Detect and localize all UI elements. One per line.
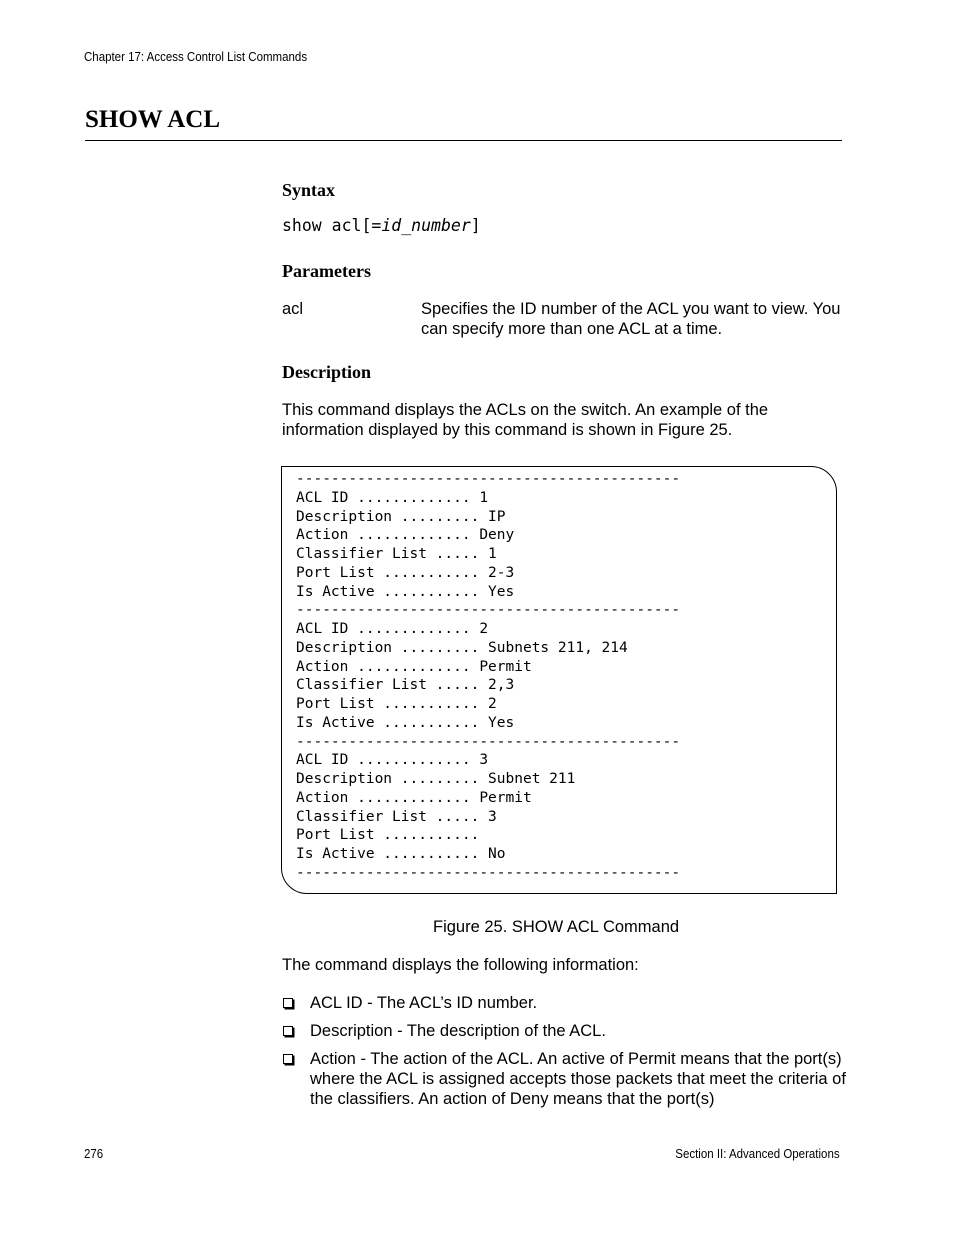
description-paragraph: This command displays the ACLs on the switch. An example of the information displayed by this command is shown in Figure 25. xyxy=(282,401,769,439)
list-item xyxy=(282,993,852,1013)
list-item xyxy=(282,1049,852,1109)
figure-caption: Figure 25. SHOW ACL Command xyxy=(433,918,680,936)
parameters-heading: Parameters xyxy=(282,261,371,281)
parameter-name: acl xyxy=(282,300,304,318)
list-item xyxy=(282,1021,852,1041)
syntax-heading: Syntax xyxy=(282,180,336,200)
info-list xyxy=(282,993,852,1117)
syntax-command-suffix: ] xyxy=(470,216,481,235)
list-item-text: Action - The action of the ACL. An active of Permit means that the port(s) where the ACL is assigned accepts those packets that meet the criteria of the classifiers. An action of Deny means that the port(s) xyxy=(310,1050,846,1108)
info-intro: The command displays the following information: xyxy=(282,956,639,974)
list-item-text: ACL ID - The ACL’s ID number. xyxy=(310,994,538,1012)
parameter-description: Specifies the ID number of the ACL you want to view. You can specify more than one ACL at a time. xyxy=(421,300,841,338)
running-header: Chapter 17: Access Control List Commands xyxy=(84,50,308,64)
description-heading: Description xyxy=(282,362,371,382)
list-item-text: Description - The description of the ACL. xyxy=(310,1022,606,1040)
running-footer: Section II: Advanced Operations xyxy=(675,1147,840,1161)
checkbox-bullet-icon xyxy=(283,1054,293,1064)
syntax-command-param: id_number xyxy=(381,216,471,235)
title-rule xyxy=(85,140,842,141)
syntax-command xyxy=(282,216,481,235)
page-number: 276 xyxy=(84,1147,104,1161)
checkbox-bullet-icon xyxy=(283,1026,293,1036)
syntax-command-prefix: show acl[= xyxy=(282,216,382,235)
page-title: SHOW ACL xyxy=(85,106,220,133)
checkbox-bullet-icon xyxy=(283,998,293,1008)
command-output: -------------------------------------------- ACL ID ............. 1 Description ......... IP Action ............. Deny Classifier List ..... 1 Port List ........... 2-3 Is Active ........... Yes -------------------------------------------- ACL ID ............. 2 Description ......... Subnets 211, 214 Action ............. Permit Classifier List ..... 2,3 Port List ........... 2 Is Active ........... Yes -------------------------------------------- ACL ID ............. 3 Description ......... Subnet 211 Action ............. Permit Classifier List ..... 3 Port List ........... Is Active ........... No -------------------------------------------- xyxy=(296,471,681,881)
